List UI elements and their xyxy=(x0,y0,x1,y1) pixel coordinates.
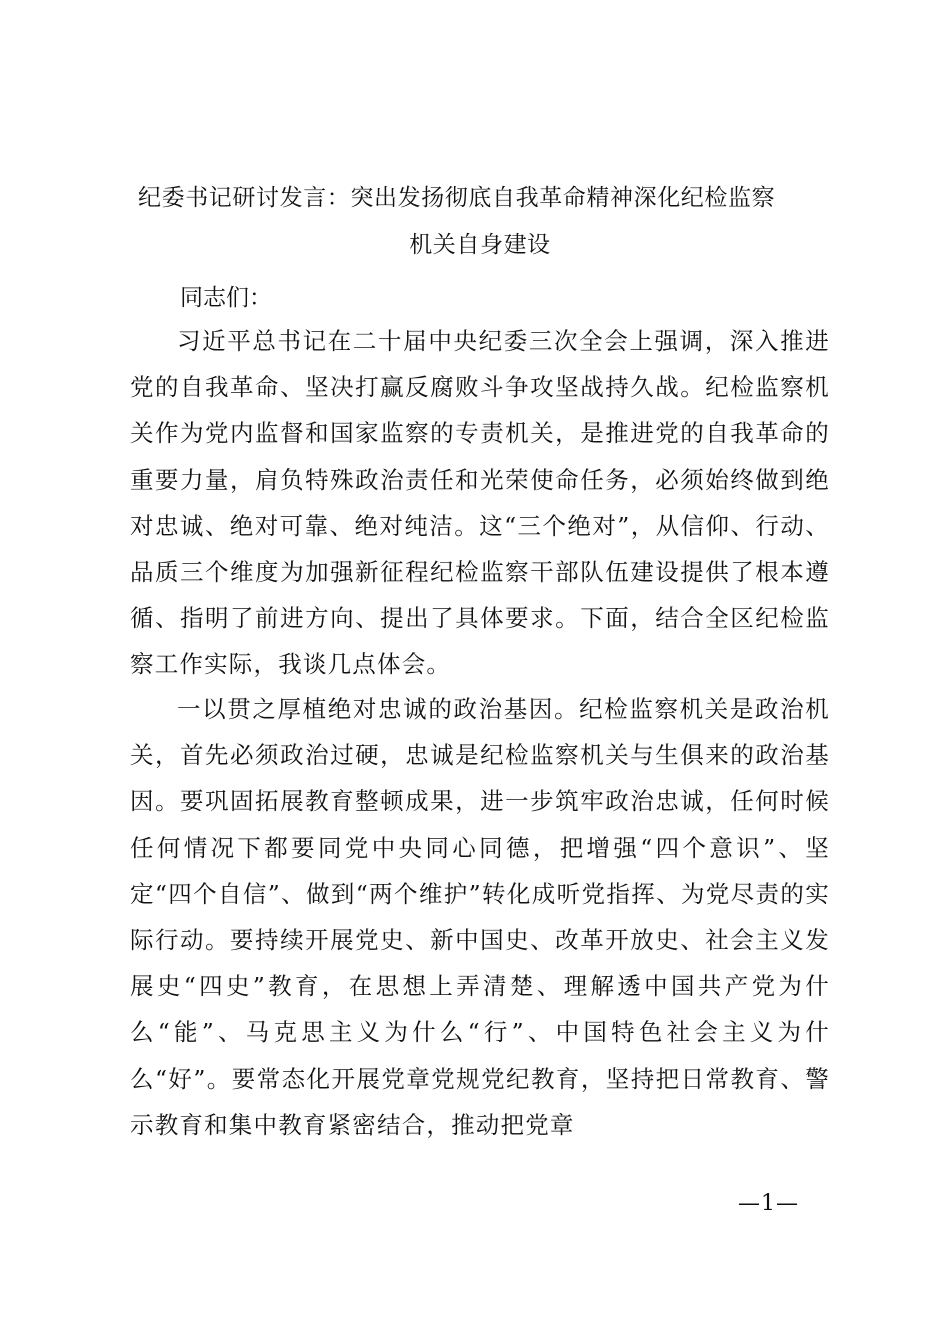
page-number: —1— xyxy=(738,1191,799,1216)
document-title-line-2: 机关自身建设 xyxy=(409,232,551,258)
paragraph-intro: 习近平总书记在二十届中央纪委三次全会上强调，深入推进党的自我革命、坚决打赢反腐败斗争攻坚战持久战。纪检监察机关作为党内监督和国家监察的专责机关，是推进党的自我革命的重要力量，肩负特殊政治责任和光荣使命任务，必须始终做到绝对忠诚、绝对可靠、绝对纯洁。这“三个绝对”，从信仰、行动、品质三个维度为加强新征程纪检监察干部队伍建设提供了根本遵循、指明了前进方向、提出了具体要求。下面，结合全区纪检监察工作实际，我谈几点体会。 xyxy=(130,327,830,679)
paragraph-loyalty: 一以贯之厚植绝对忠诚的政治基因。纪检监察机关是政治机关，首先必须政治过硬，忠诚是纪检监察机关与生俱来的政治基因。要巩固拓展教育整顿成果，进一步筑牢政治忠诚，任何时候任何情况下都要同党中央同心同德，把增强“四个意识”、坚定“四个自信”、做到“两个维护”转化成听党指挥、为党尽责的实际行动。要持续开展党史、新中国史、改革开放史、社会主义发展史“四史”教育，在思想上弄清楚、理解透中国共产党为什么“能”、马克思主义为什么“行”、中国特色社会主义为什么“好”。要常态化开展党章党规党纪教育，坚持把日常教育、警示教育和集中教育紧密结合，推动把党章 xyxy=(130,695,830,1139)
salutation: 同志们： xyxy=(180,285,272,311)
document-title-line-1: 纪委书记研讨发言：突出发扬彻底自我革命精神深化纪检监察 xyxy=(138,185,776,211)
